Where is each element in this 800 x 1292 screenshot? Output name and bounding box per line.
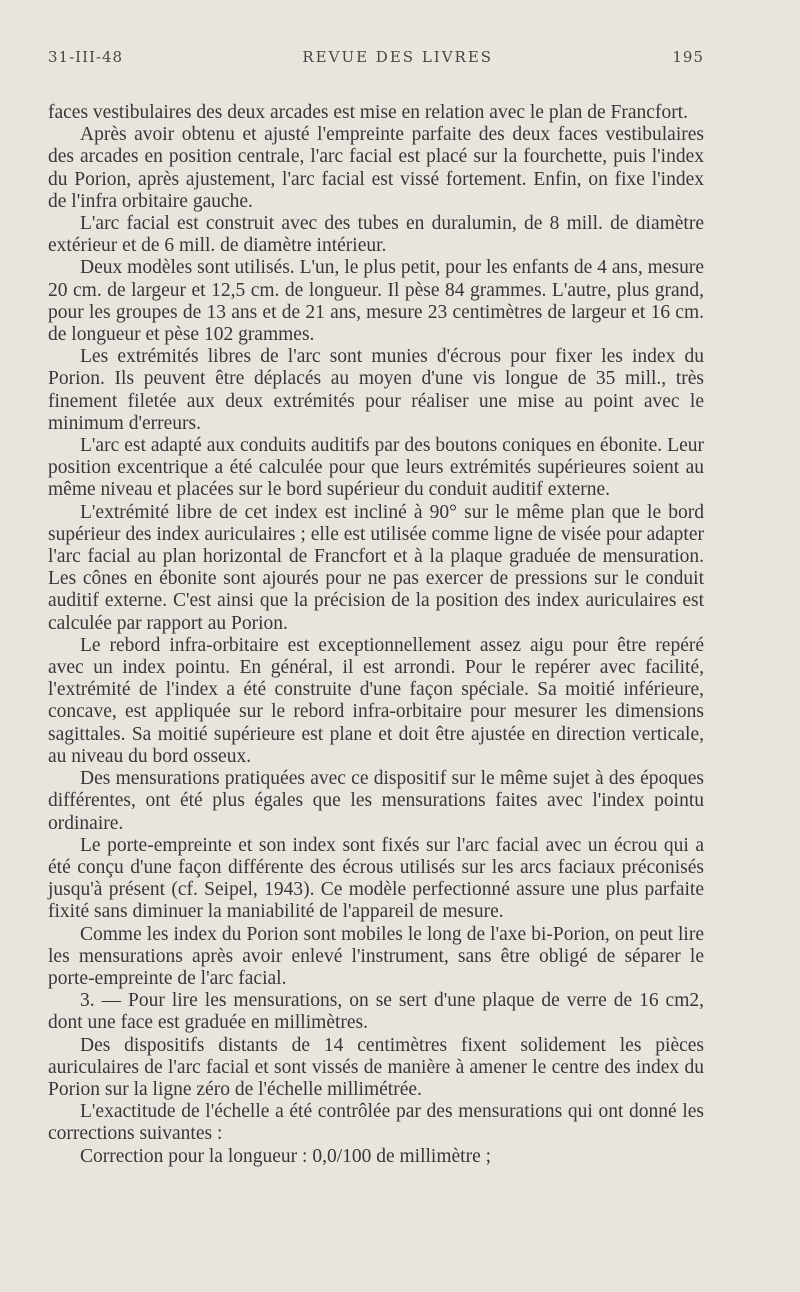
header-date: 31-III-48 (48, 48, 124, 66)
paragraph: Des mensurations pratiquées avec ce dispositif sur le même sujet à des époques différentes, ont été plus égales que les mensurations faites avec l'index pointu ordinaire. (48, 768, 704, 834)
paragraph: L'exactitude de l'échelle a été contrôlée par des mensurations qui ont donné les corrections suivantes : (48, 1101, 704, 1145)
paragraph: Correction pour la longueur : 0,0/100 de millimètre ; (80, 1145, 492, 1167)
running-head (48, 48, 704, 66)
paragraph: faces vestibulaires des deux arcades est mise en relation avec le plan de Francfort. (48, 102, 688, 123)
paragraph: 3. — Pour lire les mensurations, on se sert d'une plaque de verre de 16 cm2, dont une face est graduée en millimètres. (48, 990, 704, 1034)
paragraph: Des dispositifs distants de 14 centimètres fixent solidement les pièces auriculaires de l'arc facial et sont vissés de manière à amener le centre des index du Porion sur la ligne zéro de l'échelle millimétrée. (48, 1034, 704, 1100)
paragraph: Les extrémités libres de l'arc sont munies d'écrous pour fixer les index du Porion. Ils peuvent être déplacés au moyen d'une vis longue de 35 mill., très finement filetée aux deux extrémités pour réaliser une mise au point avec le minimum d'erreurs. (48, 346, 704, 434)
page-number: 195 (672, 48, 704, 66)
paragraph: Le porte-empreinte et son index sont fixés sur l'arc facial avec un écrou qui a été conçu d'une façon différente des écrous utilisés sur les arcs faciaux préconisés jusqu'à présent (cf. Seipel, 1943). Ce modèle perfectionné assure une plus parfaite fixité sans diminuer la maniabilité de l'appareil de mesure. (48, 834, 704, 923)
paragraph: Après avoir obtenu et ajusté l'empreinte parfaite des deux faces vestibulaires des arcades en position centrale, l'arc facial est placé sur la fourchette, puis l'index du Porion, après ajustement, l'arc facial est vissé fortement. Enfin, on fixe l'index de l'infra orbitaire gauche. (48, 124, 704, 212)
header-title: REVUE DES LIVRES (302, 48, 494, 66)
body-text (48, 102, 704, 1168)
paragraph: L'extrémité libre de cet index est incliné à 90° sur le même plan que le bord supérieur des index auriculaires ; elle est utilisée comme ligne de visée pour adapter l'arc facial au plan horizontal de Francfort et à la plaque graduée de mensuration. Les cônes en ébonite sont ajourés pour ne pas exercer de pressions sur le conduit auditif externe. C'est ainsi que la précision de la position des index auriculaires est calculée par rapport au Porion. (48, 501, 704, 634)
paragraph: L'arc facial est construit avec des tubes en duralumin, de 8 mill. de diamètre extérieur et de 6 mill. de diamètre intérieur. (48, 213, 704, 257)
paragraph: Le rebord infra-orbitaire est exceptionnellement assez aigu pour être repéré avec un index pointu. En général, il est arrondi. Pour le repérer avec facilité, l'extrémité de l'index a été construite d'une façon spéciale. Sa moitié inférieure, concave, est appliquée sur le rebord infra-orbitaire pour mesurer les dimensions sagittales. Sa moitié supérieure est plane et doit être ajustée en direction verticale, au niveau du bord osseux. (48, 634, 704, 767)
paragraph: Deux modèles sont utilisés. L'un, le plus petit, pour les enfants de 4 ans, mesure 20 cm. de largeur et 12,5 cm. de longueur. Il pèse 84 grammes. L'autre, plus grand, pour les groupes de 13 ans et de 21 ans, mesure 23 centimètres de largeur et 16 cm. de longueur et pèse 102 grammes. (48, 257, 704, 346)
paragraph: L'arc est adapté aux conduits auditifs par des boutons coniques en ébonite. Leur position excentrique a été calculée pour que leurs extrémités supérieures soient au même niveau et placées sur le bord supérieur du conduit auditif externe. (48, 435, 704, 501)
paragraph: Comme les index du Porion sont mobiles le long de l'axe bi-Porion, on peut lire les mensurations après avoir enlevé l'instrument, sans être obligé de séparer le porte-empreinte de l'arc facial. (48, 923, 704, 989)
